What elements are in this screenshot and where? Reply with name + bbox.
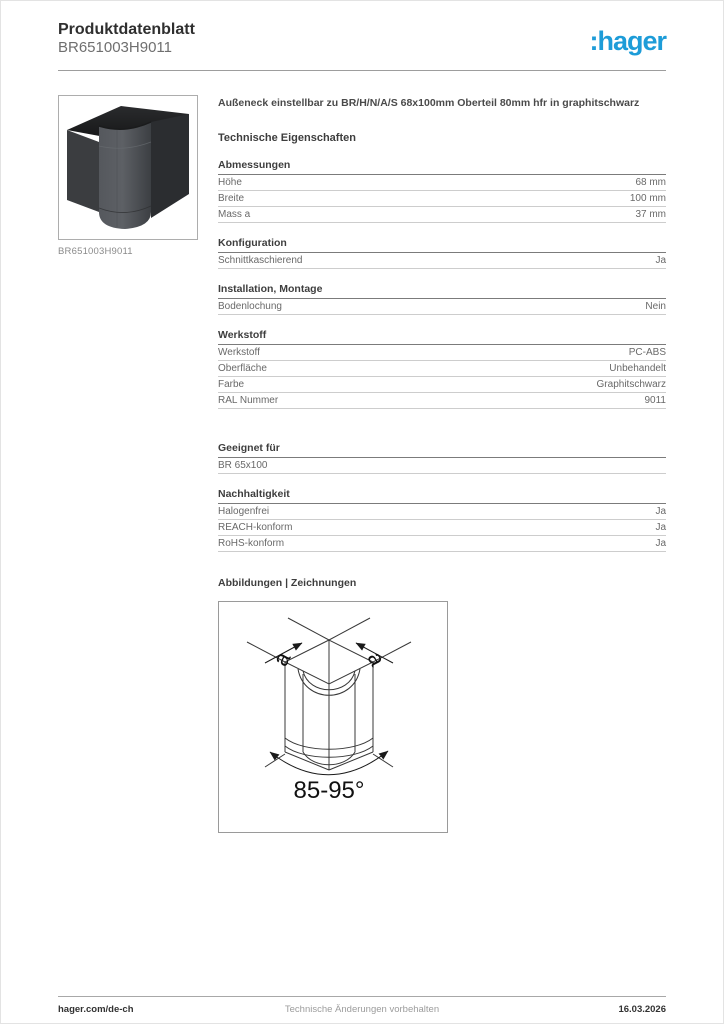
product-photo	[63, 100, 193, 235]
drawing-lines	[247, 618, 411, 775]
row-value: Nein	[645, 301, 666, 312]
drawings-heading: Abbildungen | Zeichnungen	[218, 577, 357, 589]
table-row	[218, 520, 666, 536]
header-titles	[58, 20, 195, 57]
table-row	[218, 377, 666, 393]
product-image-column	[58, 95, 198, 833]
table-row	[218, 504, 666, 520]
section-title: Nachhaltigkeit	[218, 488, 666, 504]
row-value: 37 mm	[635, 209, 666, 220]
row-label: Breite	[218, 193, 245, 204]
row-value: 100 mm	[629, 193, 666, 204]
hager-logo: :hager	[589, 26, 666, 56]
row-value: 9011	[644, 395, 666, 406]
section-title: Geeignet für	[218, 442, 666, 458]
row-label: Oberfläche	[218, 363, 267, 374]
footer-date: 16.03.2026	[618, 1004, 666, 1015]
row-value: Ja	[655, 538, 666, 549]
footer	[58, 996, 666, 1023]
row-label: Höhe	[218, 177, 242, 188]
row-value: Graphitschwarz	[596, 379, 666, 390]
section-nachhaltigkeit	[218, 488, 666, 552]
row-value: Ja	[655, 255, 666, 266]
row-value: Unbehandelt	[609, 363, 666, 374]
section-title: Konfiguration	[218, 237, 666, 253]
section-abmessungen	[218, 159, 666, 223]
header	[58, 1, 666, 57]
table-row	[218, 393, 666, 409]
footer-website: hager.com/de-ch	[58, 1004, 134, 1015]
table-row	[218, 191, 666, 207]
footer-notice: Technische Änderungen vorbehalten	[284, 1004, 440, 1015]
row-value: PC-ABS	[628, 347, 666, 358]
row-value: 68 mm	[635, 177, 666, 188]
row-label: Werkstoff	[218, 347, 260, 358]
product-number: BR651003H9011	[58, 39, 172, 56]
table-row	[218, 536, 666, 552]
section-title: Abmessungen	[218, 159, 666, 175]
row-label: RoHS-konform	[218, 538, 285, 549]
row-label: BR 65x100	[218, 460, 268, 471]
section-konfiguration	[218, 237, 666, 269]
technical-drawing	[219, 602, 447, 832]
product-description: Außeneck einstellbar zu BR/H/N/A/S 68x100mm Oberteil 80mm hfr in graphitschwarz	[218, 97, 640, 109]
section-installation-montage	[218, 283, 666, 315]
section-geeignet-fuer	[218, 442, 666, 474]
tech-heading: Technische Eigenschaften	[218, 132, 356, 144]
row-value: Ja	[655, 522, 666, 533]
angle-label: 85-95°	[293, 777, 365, 804]
row-label: Mass a	[218, 209, 251, 220]
row-label: Farbe	[218, 379, 245, 390]
section-title: Werkstoff	[218, 329, 666, 345]
section-werkstoff	[218, 329, 666, 409]
row-label: Halogenfrei	[218, 506, 270, 517]
product-photo-shapes	[67, 106, 189, 229]
dimension-label-right: a	[362, 647, 391, 671]
header-divider	[58, 70, 666, 71]
table-row	[218, 253, 666, 269]
row-value: Ja	[655, 506, 666, 517]
section-title: Installation, Montage	[218, 283, 666, 299]
table-row	[218, 361, 666, 377]
technical-drawing-frame	[218, 601, 448, 833]
table-row	[218, 345, 666, 361]
table-row	[218, 207, 666, 223]
page-title: Produktdatenblatt	[58, 21, 195, 38]
dimension-label-left: a	[267, 647, 296, 671]
row-label: Schnittkaschierend	[218, 255, 303, 266]
product-photo-caption: BR651003H9011	[58, 246, 133, 257]
product-photo-frame	[58, 95, 198, 240]
table-row	[218, 458, 666, 474]
table-row	[218, 175, 666, 191]
row-label: REACH-konform	[218, 522, 293, 533]
table-row	[218, 299, 666, 315]
row-label: Bodenlochung	[218, 301, 282, 312]
row-label: RAL Nummer	[218, 395, 279, 406]
